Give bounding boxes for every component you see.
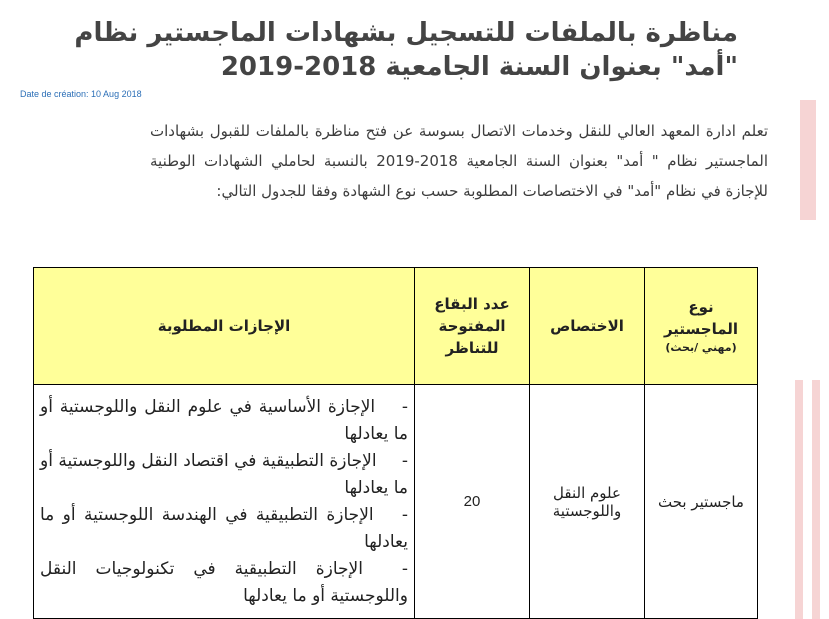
creation-date: Date de création: 10 Aug 2018 <box>20 89 142 99</box>
decorative-bar <box>795 380 803 619</box>
intro-paragraph: تعلم ادارة المعهد العالي للنقل وخدمات الاتصال بسوسة عن فتح مناظرة بالملفات للقبول بشهادات الماجستير نظام " أمد" بعنوان السنة الجامعية 2018-2019 بالنسبة لحاملي الشهادات الوطنية للإجازة في نظام "أمد" في الاختصاصات المطلوبة حسب نوع الشهادة وفقا للجدول التالي: <box>150 122 768 200</box>
list-dash: - <box>401 504 408 525</box>
required-degree-text: الإجازة التطبيقية في اقتصاد النقل واللوجستية أو ما يعادلها <box>40 450 408 498</box>
table-row <box>34 385 758 619</box>
required-degree-item <box>40 448 408 502</box>
degrees-table <box>33 267 758 619</box>
decorative-bar <box>812 380 820 619</box>
list-dash: - <box>401 558 408 579</box>
required-degree-item <box>40 502 408 556</box>
cell-master-type: ماجستير بحث <box>645 385 758 619</box>
header-seats: عدد البقاع المفتوحة للتناظر <box>415 268 530 385</box>
page-title: مناظرة بالملفات للتسجيل بشهادات الماجستير نظام "أمد" بعنوان السنة الجامعية 2018-2019 <box>74 18 738 82</box>
header-master-type-label: نوع الماجستير <box>663 298 739 338</box>
required-degree-text: الإجازة التطبيقية في الهندسة اللوجستية أو ما يعادلها <box>40 504 408 552</box>
header-master-type <box>645 268 758 385</box>
required-degree-item <box>40 394 408 448</box>
header-master-type-note: (مهني /بحث) <box>665 341 737 354</box>
cell-seats: 20 <box>415 385 530 619</box>
decorative-bar <box>800 100 816 220</box>
header-specialty: الاختصاص <box>530 268 645 385</box>
required-degree-text: الإجازة التطبيقية في تكنولوجيات النقل واللوجستية أو ما يعادلها <box>40 558 408 606</box>
header-required-degrees: الإجازات المطلوبة <box>34 268 415 385</box>
cell-specialty: علوم النقل واللوجستية <box>530 385 645 619</box>
list-dash: - <box>401 450 408 471</box>
cell-required-degrees <box>34 385 415 619</box>
required-degree-item <box>40 556 408 610</box>
table-header-row <box>34 268 758 385</box>
list-dash: - <box>401 396 408 417</box>
required-degree-text: الإجازة الأساسية في علوم النقل واللوجستية أو ما يعادلها <box>40 396 408 444</box>
